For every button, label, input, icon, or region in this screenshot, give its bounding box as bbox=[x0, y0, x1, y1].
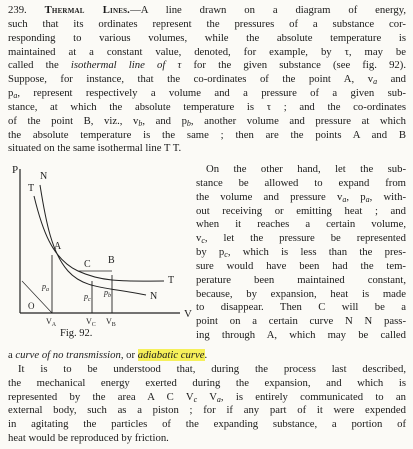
label-vc: $V_C$ bbox=[86, 317, 96, 328]
text-line: to disappear. Then C will be a bbox=[196, 301, 406, 314]
label-pa: $p_a$ bbox=[42, 282, 49, 293]
text-line: 239. Thermal Lines.—A line drawn on a diagram of energy, bbox=[8, 4, 407, 16]
text-line: the volume and pressure $v_a$, $p_a$, with- bbox=[196, 190, 407, 204]
text-line: the absolute temperature is the same ; then are the points A and B bbox=[8, 128, 406, 141]
text-line: because, by expansion, heat is made bbox=[196, 287, 406, 300]
label-c: C bbox=[84, 259, 91, 270]
text-line: a curve of no transmission, or adiabatic curve. bbox=[8, 349, 208, 361]
text-line: point on a certain curve N N pass- bbox=[196, 315, 406, 328]
paragraph-continuation bbox=[8, 349, 406, 446]
text-line: in agitating the particles of the expanding substance, a portion of bbox=[8, 418, 406, 431]
text-line: stance be allowed to expand from bbox=[196, 176, 406, 189]
text-line: when it reaches a certain volume, bbox=[196, 218, 406, 231]
text-line: $v_c$, let the pressure be represented bbox=[196, 232, 406, 246]
text-line: out receiving or emitting heat ; and bbox=[196, 204, 406, 217]
adiabatic-curve bbox=[40, 185, 146, 295]
isothermal-curve bbox=[34, 196, 164, 281]
text-line: external body, such as a piston ; for if any part of it were expended bbox=[8, 404, 406, 417]
label-a: A bbox=[54, 241, 62, 252]
label-v: V bbox=[184, 308, 192, 320]
label-o: O bbox=[28, 301, 35, 311]
text-line: the mechanical energy exerted during the expansion, and which is bbox=[8, 376, 406, 389]
label-pc: $p_c$ bbox=[84, 292, 91, 303]
text-line: ing through A, which may be called bbox=[196, 329, 406, 342]
section-heading: Thermal Lines. bbox=[44, 4, 131, 16]
curve-term: curve of no transmission bbox=[15, 349, 121, 361]
text-line: Suppose, for instance, that the co-ordinates of the point A, $v_a$ and bbox=[8, 73, 407, 87]
text-line: $p_a$, represent respectively a volume and a pressure of a given sub- bbox=[8, 87, 406, 101]
label-p: P bbox=[12, 164, 19, 176]
text-line: sure would have been had the tem- bbox=[196, 259, 406, 272]
text-line: situated on the same isothermal line T T. bbox=[8, 142, 182, 155]
text-line: maintained at a constant value, denoted, for example, by τ, may be bbox=[8, 45, 406, 58]
figure-caption: Fig. 92. bbox=[60, 328, 93, 339]
label-t-top: T bbox=[28, 183, 35, 194]
right-column-text bbox=[196, 163, 406, 343]
text-line: such that its ordinates represent the pressures of a substance cor- bbox=[8, 17, 406, 30]
text-line: of the point B, viz., $v_b$, and $p_b$, another volume and pressure at which bbox=[8, 114, 406, 128]
isothermal-term: isothermal line of τ bbox=[70, 59, 182, 72]
label-b: B bbox=[108, 255, 115, 266]
text-line: represented by the area A C $V_c$ $V_a$, is entirely communicated to an bbox=[8, 390, 406, 404]
text-line: heat would be reproduced by friction. bbox=[8, 432, 169, 445]
figure-92 bbox=[8, 163, 194, 349]
label-va: $V_A$ bbox=[46, 317, 57, 328]
text-line: It is to be understood that, during the process last described, bbox=[18, 362, 406, 375]
text-line: On the other hand, let the sub- bbox=[206, 163, 406, 175]
text-line: called the isothermal line of τ for the given substance (see fig. 92). bbox=[8, 59, 407, 72]
text-line: stance, at which the absolute temperature is τ ; and the co-ordinates bbox=[8, 100, 406, 113]
label-n-top: N bbox=[40, 171, 48, 182]
paragraph-239 bbox=[8, 4, 406, 156]
label-n-right: N bbox=[150, 291, 158, 302]
label-pb: $p_b$ bbox=[104, 288, 111, 299]
origin-line bbox=[22, 281, 52, 313]
pv-diagram bbox=[8, 163, 194, 349]
text-line: by $p_c$, which is less than the pres- bbox=[196, 246, 406, 260]
label-t-right: T bbox=[168, 275, 175, 286]
text-line: perature been maintained constant, bbox=[196, 273, 406, 286]
text-line: responding to various volumes, while the absolute temperature is bbox=[8, 31, 406, 44]
label-vb: $V_B$ bbox=[106, 317, 116, 328]
adiabatic-highlight: adiabatic curve bbox=[137, 349, 205, 361]
